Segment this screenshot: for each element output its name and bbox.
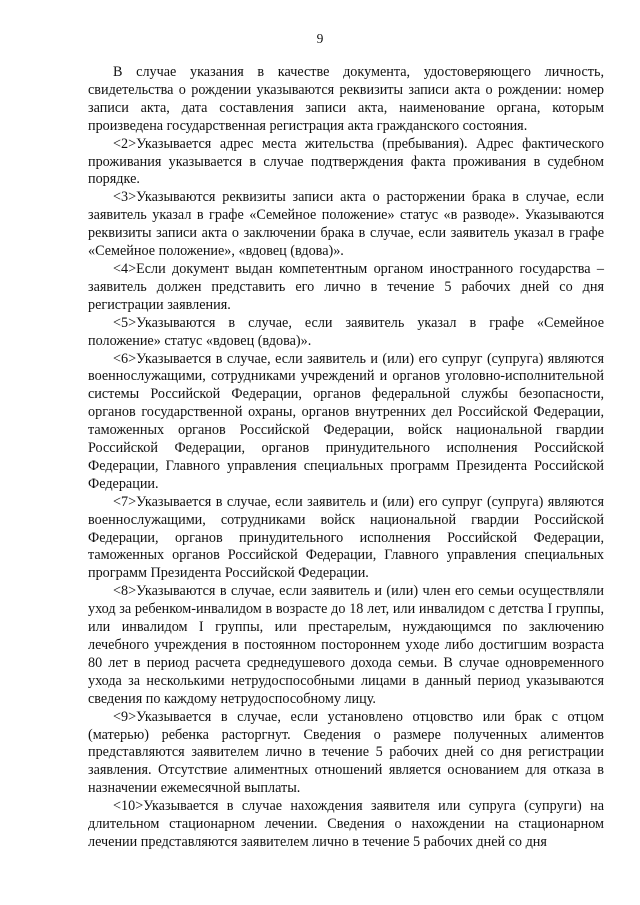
footnotes-body bbox=[88, 64, 604, 852]
paragraph-birth-certificate: В случае указания в качестве документа, удостоверяющего личность, свидетельства о рождении указываются реквизиты записи акта о рождении: номер записи акта, дата составления записи акта, наименование органа, которым произведена государственная регистрация акта гражданского состояния. bbox=[88, 64, 604, 134]
footnote-4: <4>Если документ выдан компетентным органом иностранного государства – заявитель должен представить его лично в течение 5 рабочих дней со дня регистрации заявления. bbox=[88, 260, 604, 313]
footnote-8: <8>Указываются в случае, если заявитель и (или) член его семьи осуществляли уход за ребенком-инвалидом в возрасте до 18 лет, или инвалидом с детства I группы, или инвалидом I группы, или престарелым, нуждающимся по заключению лечебного учреждения в постоянном постороннем уходе либо достигшим возраста 80 лет в период расчета среднедушевого дохода семьи. В случае одновременного ухода за несколькими нетрудоспособными лицами в данный период указываются сведения по каждому нетрудоспособному лицу. bbox=[88, 583, 604, 707]
footnote-9: <9>Указывается в случае, если установлено отцовство или брак с отцом (матерью) ребенка расторгнут. Сведения о размере полученных алиментов представляются заявителем лично в течение 5 рабочих дней со дня регистрации заявления. Отсутствие алиментных отношений является основанием для отказа в назначении ежемесячной выплаты. bbox=[88, 708, 604, 797]
footnote-2: <2>Указывается адрес места жительства (пребывания). Адрес фактического проживания указывается в случае подтверждения факта проживания в судебном порядке. bbox=[88, 135, 604, 188]
page-number: 9 bbox=[316, 31, 324, 46]
footnote-6: <6>Указывается в случае, если заявитель и (или) его супруг (супруга) являются военнослужащими, сотрудниками учреждений и органов уголовно-исполнительной системы Российской Федерации, органов федеральной службы безопасности, органов государственной охраны, органов внутренних дел Российской Федерации, таможенных органов Российской Федерации, войск национальной гвардии Российской Федерации, органов принудительного исполнения Российской Федерации, Главного управления специальных программ Президента Российской Федерации. bbox=[88, 350, 604, 492]
footnote-5: <5>Указываются в случае, если заявитель указал в графе «Семейное положение» статус «вдовец (вдова)». bbox=[88, 314, 604, 349]
footnote-3: <3>Указываются реквизиты записи акта о расторжении брака в случае, если заявитель указал в графе «Семейное положение» статус «в разводе». Указываются реквизиты записи акта о заключении брака в случае, если заявитель указал в графе «Семейное положение», «вдовец (вдова)». bbox=[88, 189, 604, 260]
footnote-10: <10>Указывается в случае нахождения заявителя или супруга (супруги) на длительном стационарном лечении. Сведения о нахождении на стационарном лечении представляются заявителем лично в течение 5 рабочих дней со дня bbox=[88, 798, 604, 850]
footnote-7: <7>Указывается в случае, если заявитель и (или) его супруг (супруга) являются военнослужащими, сотрудниками войск национальной гвардии Российской Федерации, органов принудительного исполнения Российской Федерации, таможенных органов Российской Федерации, Главного управления специальных программ Президента Российской Федерации. bbox=[88, 493, 604, 582]
